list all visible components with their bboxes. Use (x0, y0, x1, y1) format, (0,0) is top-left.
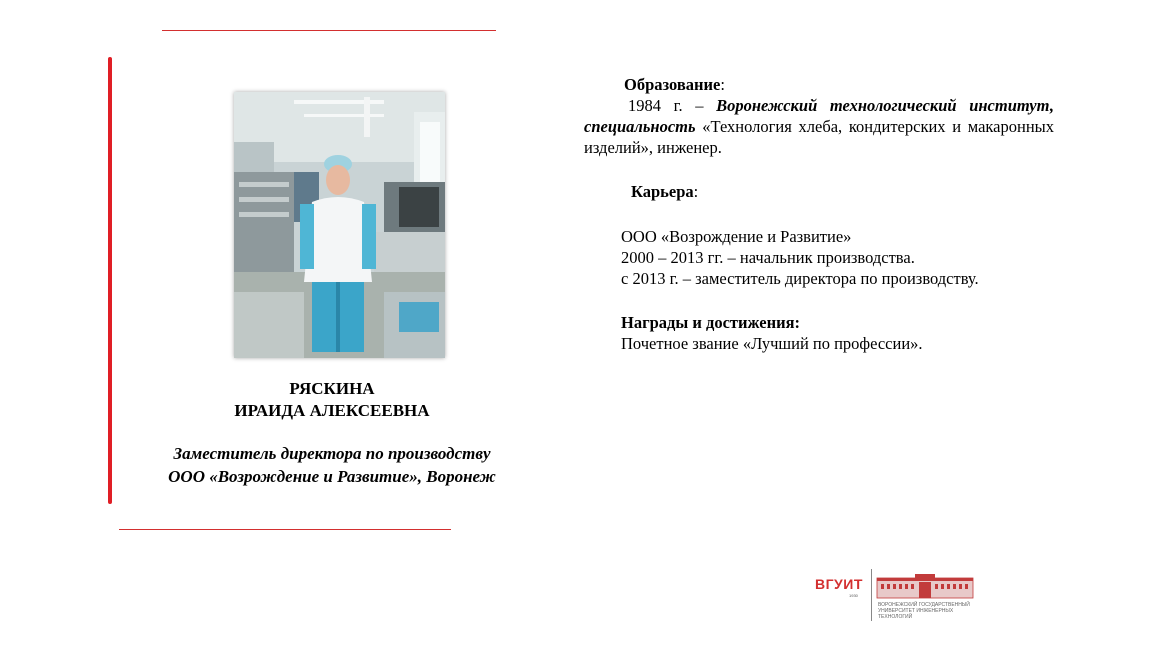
logo-divider (871, 569, 872, 621)
logo-year: 1930 (849, 593, 858, 598)
education-heading-colon: : (720, 75, 725, 94)
top-red-rule (162, 30, 496, 31)
university-logo (815, 568, 980, 623)
person-surname: РЯСКИНА (289, 379, 375, 398)
education-body (584, 95, 1054, 158)
awards-heading: Награды и достижения: (621, 313, 801, 332)
career-heading-colon: : (693, 182, 699, 201)
education-institution: Воронежский технологический институт, специальность (584, 96, 1054, 136)
education-year: 1984 г. – (628, 96, 717, 115)
career-company: ООО «Возрождение и Развитие» (621, 227, 852, 246)
bottom-red-rule (119, 529, 451, 530)
portrait-photo (234, 92, 445, 358)
education-heading-label: Образование (624, 75, 721, 94)
person-given-names: ИРАИДА АЛЕКСЕЕВНА (234, 401, 430, 420)
career-line-2: с 2013 г. – заместитель директора по производству. (621, 269, 979, 288)
career-heading-label: Карьера (631, 182, 694, 201)
awards-text: Почетное звание «Лучший по профессии». (621, 334, 923, 353)
education-heading (624, 74, 725, 95)
building-icon (875, 572, 975, 600)
person-company: ООО «Возрождение и Развитие», Воронеж (168, 467, 496, 486)
career-line-1: 2000 – 2013 гг. – начальник производства. (621, 248, 915, 267)
logo-caption: ВОРОНЕЖСКИЙ ГОСУДАРСТВЕННЫЙ УНИВЕРСИТЕТ ИНЖЕНЕРНЫХ ТЕХНОЛОГИЙ (878, 602, 970, 620)
education-specialty: «Технология хлеба, кондитерских и макаронных изделий», инженер. (584, 117, 1054, 157)
left-red-bar (108, 57, 112, 504)
person-position: Заместитель директора по производству (173, 444, 491, 463)
logo-wordmark: ВГУИТ (815, 576, 863, 592)
career-heading (631, 181, 698, 202)
